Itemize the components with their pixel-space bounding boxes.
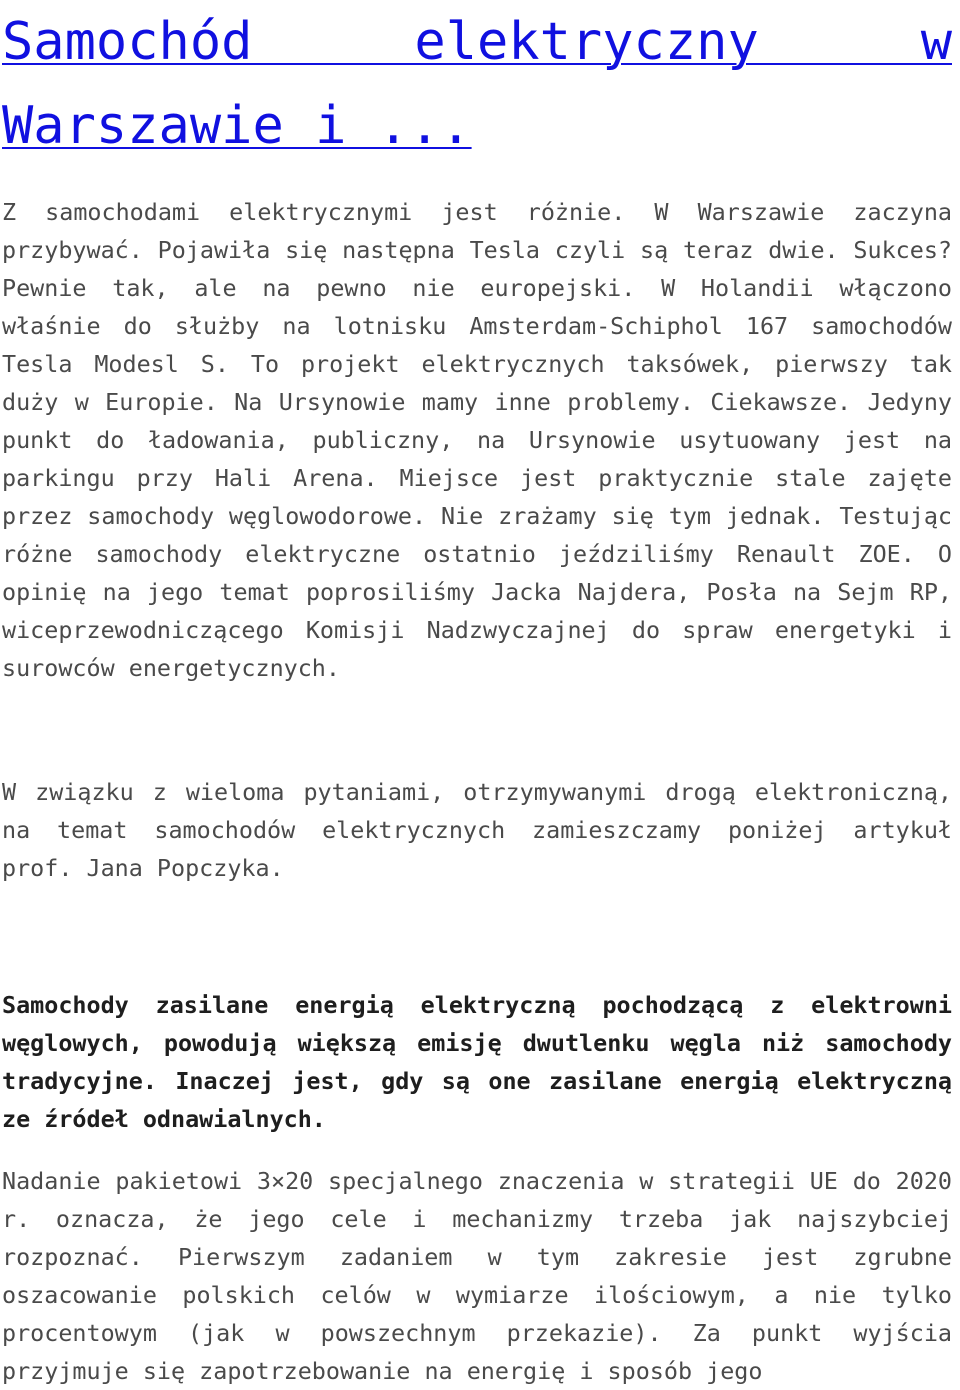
article-title: [2, 0, 952, 168]
notice-paragraph: W związku z wieloma pytaniami, otrzymywanymi drogą elektroniczną, na temat samochodów elektrycznych zamieszczamy poniżej artykuł prof. Jana Popczyka.: [2, 778, 952, 882]
article: [2, 0, 952, 1385]
body-paragraph: Nadanie pakietowi 3×20 specjalnego znaczenia w strategii UE do 2020 r. oznacza, że jego cele i mechanizmy trzeba jak najszybciej rozpoznać. Pierwszym zadaniem w tym zakresie jest zgrubne oszacowanie polskich celów w wymiarze ilościowym, a nie tylko procentowym (jak w powszechnym przekazie). Za punkt wyjścia przyjmuje się zapotrzebowanie na energię i sposób jego: [2, 1167, 952, 1385]
intro-paragraph: Z samochodami elektrycznymi jest różnie. W Warszawie zaczyna przybywać. Pojawiła się następna Tesla czyli są teraz dwie. Sukces? Pewnie tak, ale na pewno nie europejski. W Holandii włączono właśnie do służby na lotnisku Amsterdam-Schiphol 167 samochodów Tesla Modesl S. To projekt elektrycznych taksówek, pierwszy tak duży w Europie. Na Ursynowie mamy inne problemy. Ciekawsze. Jedyny punkt do ładowania, publiczny, na Ursynowie usytuowany jest na parkingu przy Hali Arena. Miejsce jest praktycznie stale zajęte przez samochody węglowodorowe. Nie zrażamy się tym jednak. Testując różne samochody elektryczne ostatnio jeździliśmy Renault ZOE. O opinię na jego temat poprosiliśmy Jacka Najdera, Posła na Sejm RP, wiceprzewodniczącego Komisji Nadzwyczajnej do spraw energetyki i surowców energetycznych.: [2, 198, 952, 682]
article-title-link[interactable]: Samochód elektryczny w Warszawie i ...: [2, 12, 952, 156]
lead-paragraph: Samochody zasilane energią elektryczną pochodzącą z elektrowni węglowych, powodują większą emisję dwutlenku węgla niż samochody tradycyjne. Inaczej jest, gdy są one zasilane energią elektryczną ze źródeł odnawialnych.: [2, 991, 952, 1133]
